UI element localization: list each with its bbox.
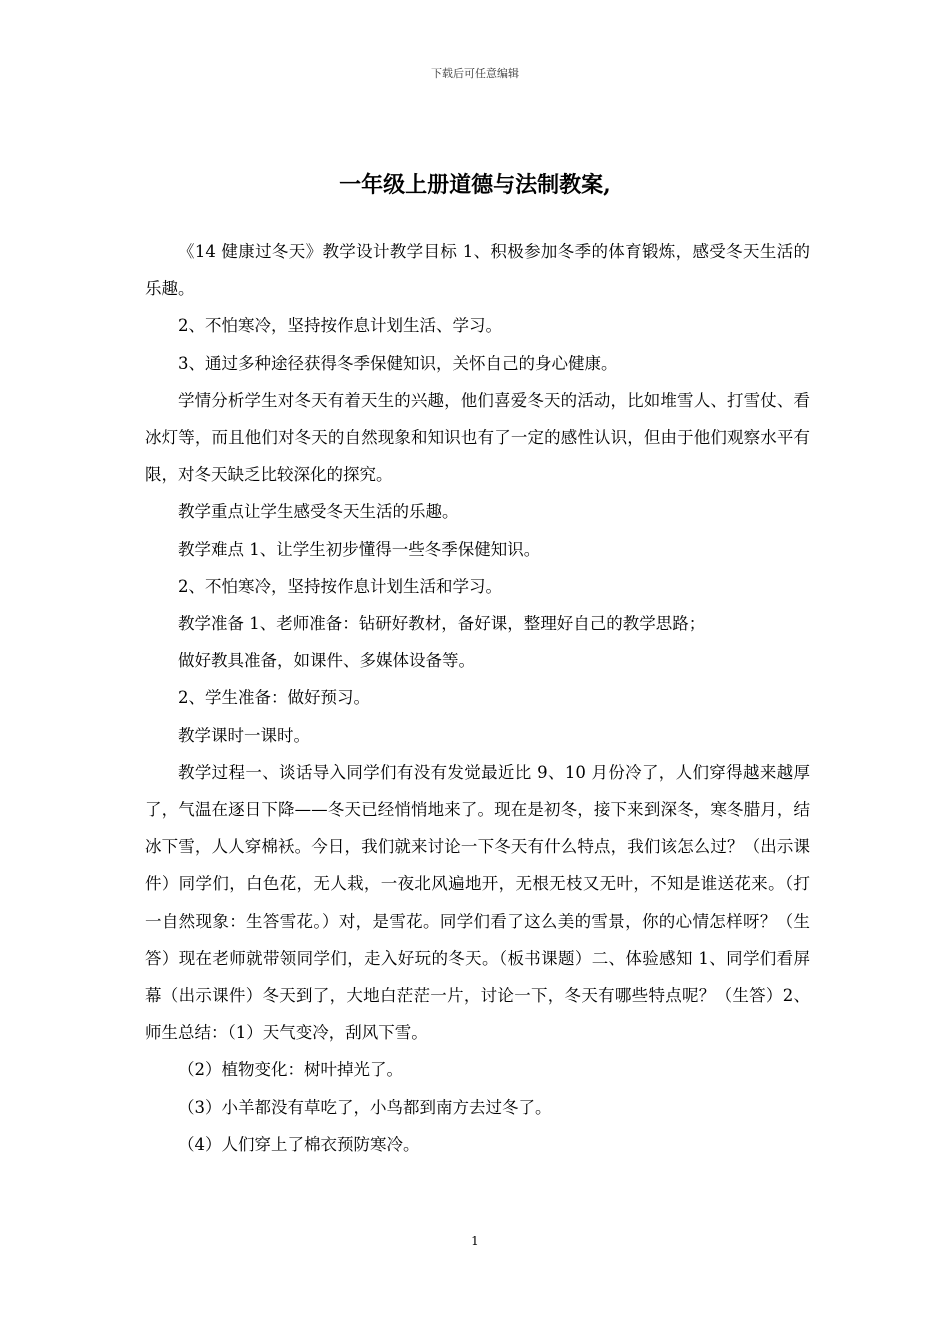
document-title: 一年级上册道德与法制教案, [339, 171, 611, 198]
paragraph: 《14 健康过冬天》教学设计教学目标 1、积极参加冬季的体育锻炼，感受冬天生活的乐趣。 [145, 242, 810, 299]
paragraph: 2、学生准备：做好预习。 [178, 688, 370, 708]
paragraph: 教学重点让学生感受冬天生活的乐趣。 [178, 502, 459, 522]
paragraph: （4）人们穿上了棉衣预防寒冷。 [178, 1134, 420, 1154]
paragraph: 做好教具准备，如课件、多媒体设备等。 [178, 651, 475, 671]
document-body [145, 233, 810, 1163]
page-header-note: 下载后可任意编辑 [431, 67, 519, 80]
paragraph: 2、不怕寒冷，坚持按作息计划生活、学习。 [178, 316, 502, 336]
paragraph: 教学难点 1、让学生初步懂得一些冬季保健知识。 [178, 539, 541, 559]
paragraph: 2、不怕寒冷，坚持按作息计划生活和学习。 [178, 576, 502, 596]
paragraph: （3）小羊都没有草吃了，小鸟都到南方去过冬了。 [178, 1097, 552, 1117]
paragraph: 教学课时一课时。 [178, 725, 310, 745]
paragraph: （2）植物变化：树叶掉光了。 [178, 1060, 403, 1080]
paragraph: 教学过程一、谈话导入同学们有没有发觉最近比 9、10 月份冷了，人们穿得越来越厚了，气温在逐日下降——冬天已经悄悄地来了。现在是初冬，接下来到深冬，寒冬腊月，结冰下雪，人人穿棉袄。今日，我们就来讨论一下冬天有什么特点，我们该怎么过？（出示课件）同学们，白色花，无人栽，一夜北风遍地开，无根无枝又无叶，不知是谁送花来。（打一自然现象：生答雪花。）对，是雪花。同学们看了这么美的雪景，你的心情怎样呀？（生答）现在老师就带领同学们，走入好玩的冬天。（板书课题）二、体验感知 1、同学们看屏幕（出示课件）冬天到了，大地白茫茫一片，讨论一下，冬天有哪些特点呢？（生答）2、师生总结：（1）天气变冷，刮风下雪。 [145, 762, 810, 1043]
paragraph: 教学准备 1、老师准备：钻研好教材，备好课，整理好自己的教学思路； [178, 614, 706, 634]
paragraph: 学情分析学生对冬天有着天生的兴趣，他们喜爱冬天的活动，比如堆雪人、打雪仗、看冰灯等，而且他们对冬天的自然现象和知识也有了一定的感性认识，但由于他们观察水平有限，对冬天缺乏比较深化的探究。 [145, 390, 810, 485]
page-number: 1 [471, 1234, 479, 1248]
paragraph: 3、通过多种途径获得冬季保健知识，关怀自己的身心健康。 [178, 353, 618, 373]
